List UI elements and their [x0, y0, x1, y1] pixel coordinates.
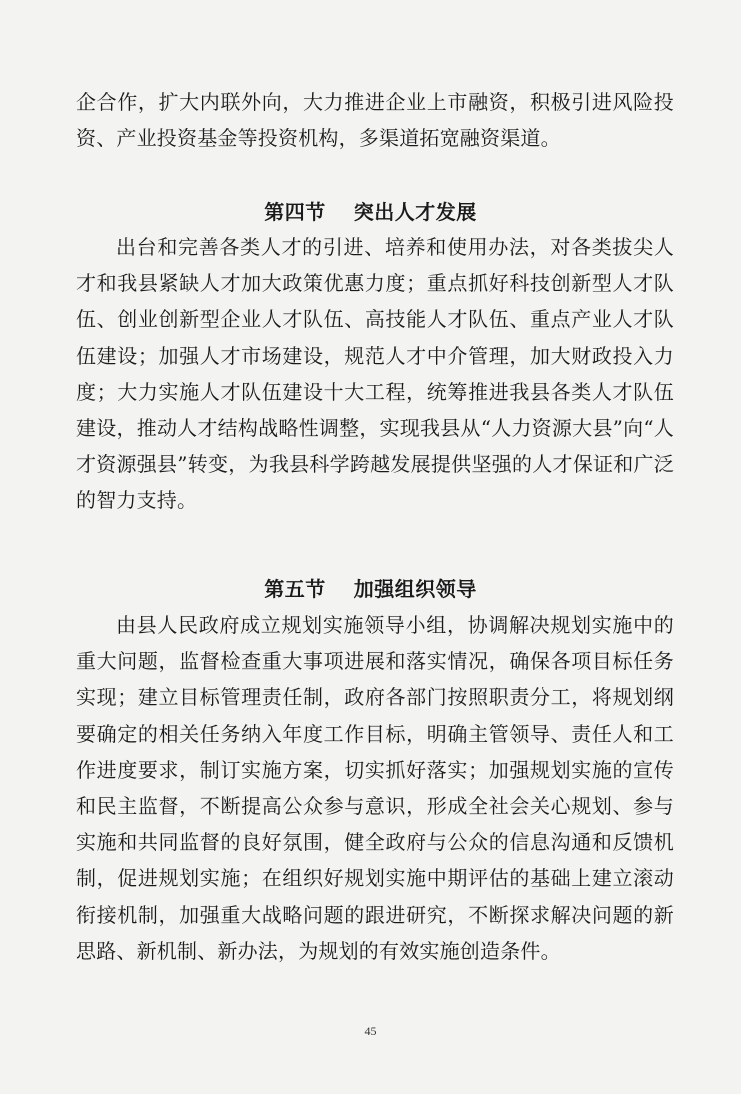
section-4-title: 突出人才发展	[353, 200, 477, 224]
page-number: 45	[364, 1024, 377, 1038]
section-5-number: 第五节	[264, 577, 326, 601]
section-5-heading	[0, 573, 741, 602]
section-5-body: 由县人民政府成立规划实施领导小组，协调解决规划实施中的重大问题，监督检查重大事项进展和落实情况，确保各项目标任务实现；建立目标管理责任制，政府各部门按照职责分工，将规划纲要确定的相关任务纳入年度工作目标，明确主管领导、责任人和工作进度要求，制订实施方案，切实抓好落实；加强规划实施的宣传和民主监督，不断提高公众参与意识，形成全社会关心规划、参与实施和共同监督的良好氛围，健全政府与公众的信息沟通和反馈机制，促进规划实施；在组织好规划实施中期评估的基础上建立滚动衔接机制，加强重大战略问题的跟进研究，不断探求解决问题的新思路、新机制、新办法，为规划的有效实施创造条件。	[76, 613, 674, 963]
section-4-heading	[0, 196, 741, 225]
section-4-number: 第四节	[264, 200, 326, 224]
section-4-body: 出台和完善各类人才的引进、培养和使用办法，对各类拔尖人才和我县紧缺人才加大政策优惠力度；重点抓好科技创新型人才队伍、创业创新型企业人才队伍、高技能人才队伍、重点产业人才队伍建设；加强人才市场建设，规范人才中介管理，加大财政投入力度；大力实施人才队伍建设十大工程，统筹推进我县各类人才队伍建设，推动人才结构战略性调整，实现我县从“人力资源大县”向“人才资源强县”转变，为我县科学跨越发展提供坚强的人才保证和广泛的智力支持。	[76, 235, 674, 513]
intro-paragraph: 企合作，扩大内联外向，大力推进企业上市融资，积极引进风险投资、产业投资基金等投资机构，多渠道拓宽融资渠道。	[76, 90, 674, 151]
section-5-title: 加强组织领导	[353, 577, 477, 601]
